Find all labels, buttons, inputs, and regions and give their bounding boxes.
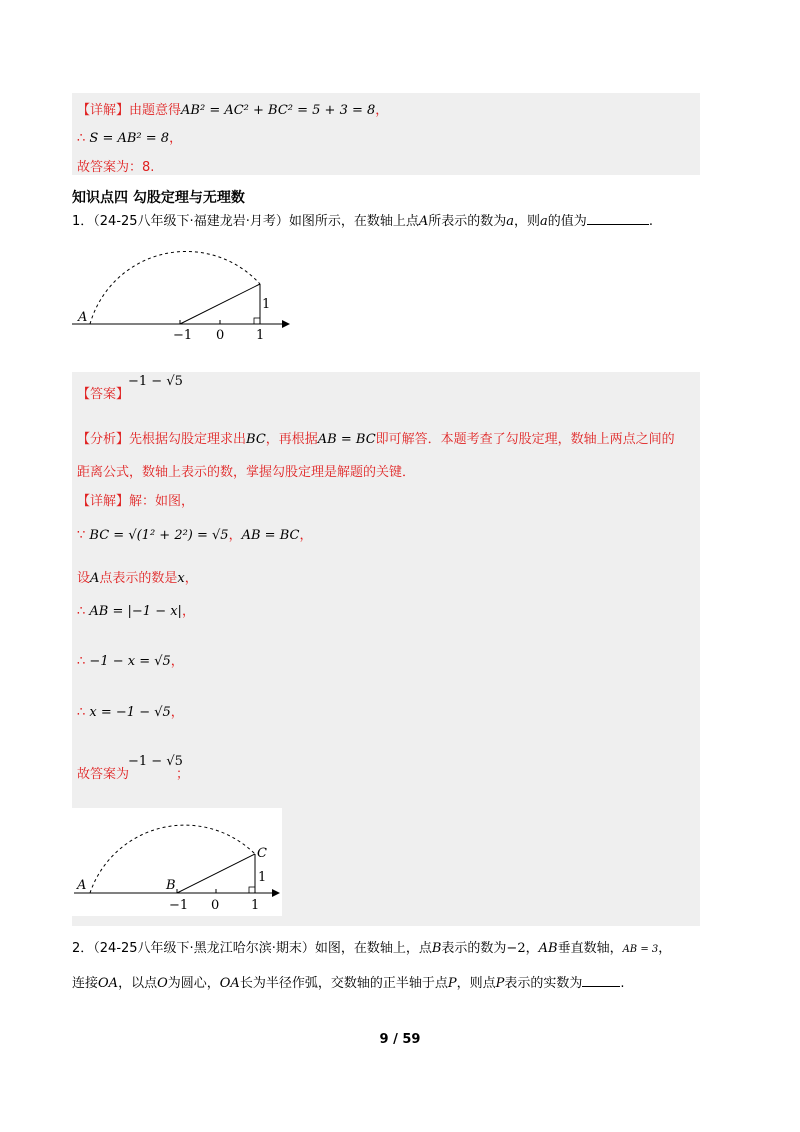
hypotenuse <box>180 284 260 324</box>
figure2-tick-1: 1 <box>251 898 260 913</box>
detail-line-3: 设A点表示的数是x， <box>77 571 198 586</box>
figure2-label-A: A <box>77 878 87 893</box>
right-angle-mark <box>254 318 260 324</box>
page-number: 9 / 59 <box>379 1032 421 1047</box>
answer-line <box>77 383 129 402</box>
detail-line-4: ∴ AB = |−1 − x|， <box>77 604 195 619</box>
formula: −1 − x = √5 <box>89 654 171 669</box>
figure2-label-B: B <box>166 878 176 893</box>
dashed-arc <box>90 251 260 324</box>
axis-arrow-icon <box>272 889 280 897</box>
question-2-line-2: 连接OA，以点O为圆心，OA长为半径作弧，交数轴的正半轴于点P，则点P表示的实数为 . <box>72 976 625 991</box>
figure1-label-side: 1 <box>262 297 271 312</box>
figure2-tick-neg1: −1 <box>169 898 189 913</box>
question-1: 1．（24-25八年级下·福建龙岩·月考）如图所示，在数轴上点A所表示的数为a，则a的值为 . <box>72 214 653 229</box>
prev-answer-line: 故答案为：8. <box>77 160 155 175</box>
figure1-label-A: A <box>78 310 88 325</box>
figure2-label-side: 1 <box>258 870 267 885</box>
formula: BC = √(1² + 2²) = √5 <box>89 528 229 543</box>
analysis-tag: 【分析】 <box>77 432 130 447</box>
answer-value: −1 − √5 <box>128 374 183 389</box>
answer-blank[interactable] <box>587 212 649 225</box>
formula: AB² = AC² + BC² = 5 + 3 = 8 <box>181 103 376 118</box>
section-title: 知识点四 勾股定理与无理数 <box>72 190 245 206</box>
figure1-tick-neg1: −1 <box>173 328 193 343</box>
answer-blank[interactable] <box>582 974 620 987</box>
analysis-line-2: 距离公式，数轴上表示的数，掌握勾股定理是解题的关键． <box>77 465 416 480</box>
detail-line-5: ∴ −1 − x = √5， <box>77 654 184 669</box>
detail-tag: 【详解】 <box>77 103 130 118</box>
figure1-tick-1: 1 <box>256 328 265 343</box>
formula: x = −1 − √5 <box>89 705 171 720</box>
detail-final-math: −1 − √5 <box>128 754 183 769</box>
detail-final-line: 故答案为 <box>77 767 130 782</box>
detail-tag: 【详解】 <box>77 494 130 509</box>
figure2-tick-0: 0 <box>211 898 220 913</box>
formula: AB = BC <box>241 528 300 543</box>
question-2-line-1: 2．（24-25八年级下·黑龙江哈尔滨·期末）如图，在数轴上，点B表示的数为−2，AB垂直数轴，AB = 3， <box>72 941 672 956</box>
detail-line-2: ∵ BC = √(1² + 2²) = √5，AB = BC， <box>77 528 313 543</box>
detail-line-1: 【详解】解：如图， <box>77 494 195 509</box>
figure2-label-C: C <box>257 846 267 861</box>
formula: AB = |−1 − x| <box>89 604 182 619</box>
figure1-tick-0: 0 <box>216 328 225 343</box>
prev-line2: ∴ S = AB² = 8， <box>77 131 183 146</box>
prev-detail-line: 【详解】由题意得AB² = AC² + BC² = 5 + 3 = 8， <box>77 103 389 118</box>
hypotenuse <box>177 854 255 893</box>
analysis-line-1: 【分析】先根据勾股定理求出BC，再根据AB = BC即可解答．本题考查了勾股定理，数轴上两点之间的 <box>77 432 675 447</box>
axis-arrow-icon <box>282 320 290 328</box>
formula: S = AB² = 8 <box>89 131 170 146</box>
answer-tag: 【答案】 <box>77 387 130 402</box>
detail-final-punct: ； <box>176 767 190 782</box>
right-angle-mark <box>249 887 255 893</box>
detail-line-6: ∴ x = −1 − √5， <box>77 705 184 720</box>
